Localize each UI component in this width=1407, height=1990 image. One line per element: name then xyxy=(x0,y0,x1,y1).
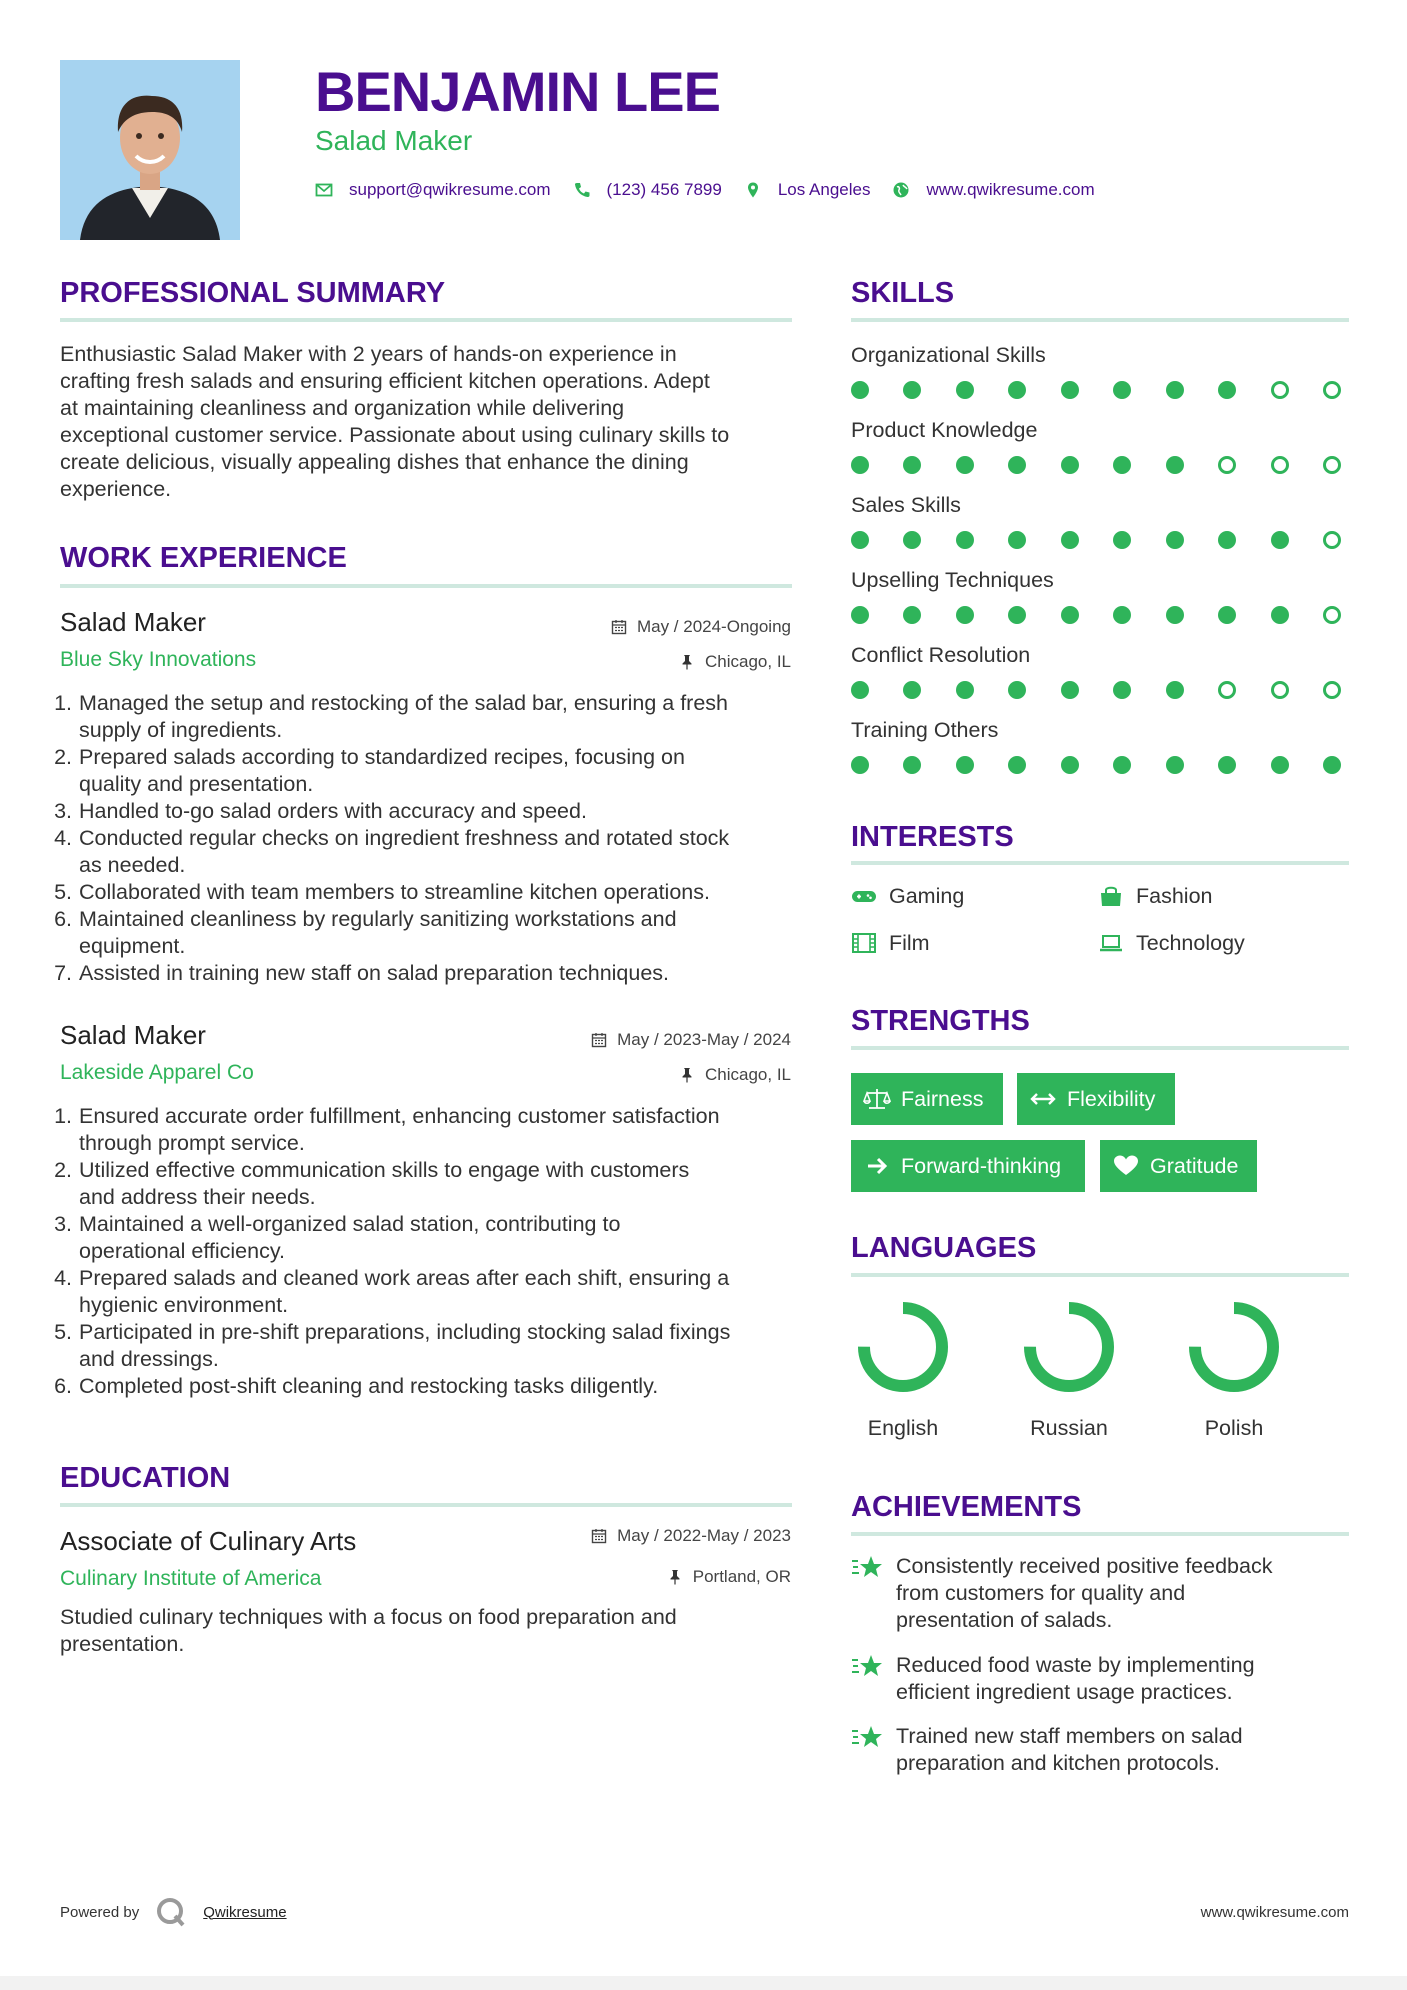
phone-icon xyxy=(573,181,591,199)
interest-technology: Technology xyxy=(1098,930,1245,956)
school-name: Culinary Institute of America xyxy=(60,1567,322,1590)
job-company: Lakeside Apparel Co xyxy=(60,1061,254,1084)
summary-line: at maintaining cleanliness and organization while delivering xyxy=(60,396,625,420)
experience-heading: WORK EXPERIENCE xyxy=(60,542,347,574)
rating-dot-filled xyxy=(903,381,921,399)
rating-dot-empty xyxy=(1323,381,1341,399)
rating-dot-filled xyxy=(1166,681,1184,699)
skills-heading: SKILLS xyxy=(851,277,955,309)
job-company: Blue Sky Innovations xyxy=(60,648,257,671)
rating-dot-filled xyxy=(1323,756,1341,774)
list-item: 3. Maintained a well-organized salad station, contributing to operational efficiency. xyxy=(78,1211,792,1265)
rating-dot-filled xyxy=(851,606,869,624)
rating-dot-filled xyxy=(1113,381,1131,399)
rating-dot-filled xyxy=(1008,606,1026,624)
summary-line: exceptional customer service. Passionate about using culinary skills to xyxy=(60,423,730,447)
rating-dot-filled xyxy=(1061,456,1079,474)
gamepad-icon xyxy=(851,885,877,907)
list-item: 6. Completed post-shift cleaning and restocking tasks diligently. xyxy=(78,1373,792,1400)
list-item: 5. Participated in pre-shift preparations, including stocking salad fixings and dressings. xyxy=(78,1319,792,1373)
languages-divider xyxy=(851,1273,1349,1277)
interest-fashion: Fashion xyxy=(1098,883,1213,909)
language-level-arc xyxy=(864,1308,942,1386)
website-text: www.qwikresume.com xyxy=(926,180,1095,199)
summary-line: experience. xyxy=(60,477,172,501)
calendar-icon xyxy=(611,619,627,635)
rating-dot-filled xyxy=(1271,756,1289,774)
pushpin-icon xyxy=(679,654,695,670)
strengths-divider xyxy=(851,1046,1349,1050)
education-location xyxy=(667,1566,791,1588)
language-level-ring xyxy=(1186,1299,1282,1395)
rating-dot-filled xyxy=(1008,456,1026,474)
envelope-icon xyxy=(315,181,333,199)
rating-dot-filled xyxy=(1061,381,1079,399)
contact-phone[interactable] xyxy=(573,180,722,200)
skill-rating xyxy=(851,756,1341,774)
achievement-item: Trained new staff members on salad preparation and kitchen protocols. xyxy=(851,1723,1243,1777)
job-bullets xyxy=(60,690,792,987)
powered-by-text: Powered by xyxy=(60,1903,140,1921)
email-text: support@qwikresume.com xyxy=(349,180,551,199)
contact-bar xyxy=(315,178,1117,202)
pushpin-icon xyxy=(679,1067,695,1083)
star-award-icon xyxy=(851,1723,885,1753)
education-line: Studied culinary techniques with a focus on food preparation and xyxy=(60,1605,677,1629)
arrows-horizontal-icon xyxy=(1029,1087,1057,1111)
language-item xyxy=(1009,1299,1129,1441)
rating-dot-filled xyxy=(1113,456,1131,474)
rating-dot-filled xyxy=(1166,381,1184,399)
skill-name: Product Knowledge xyxy=(851,418,1038,442)
pushpin-icon xyxy=(667,1569,683,1585)
strength-badge-gratitude: Gratitude xyxy=(1100,1140,1257,1192)
job-dates xyxy=(591,1029,791,1051)
qwikresume-link[interactable]: Qwikresume xyxy=(203,1903,287,1921)
rating-dot-empty xyxy=(1271,456,1289,474)
interest-gaming: Gaming xyxy=(851,883,964,909)
job-bullets xyxy=(60,1103,792,1400)
languages-heading: LANGUAGES xyxy=(851,1232,1037,1264)
language-item xyxy=(843,1299,963,1441)
rating-dot-filled xyxy=(851,381,869,399)
skills-divider xyxy=(851,318,1349,322)
rating-dot-empty xyxy=(1218,681,1236,699)
list-item: 4. Conducted regular checks on ingredient freshness and rotated stock as needed. xyxy=(78,825,792,879)
interests-divider xyxy=(851,861,1349,865)
rating-dot-filled xyxy=(1008,531,1026,549)
rating-dot-filled xyxy=(956,456,974,474)
rating-dot-filled xyxy=(903,456,921,474)
calendar-icon xyxy=(591,1528,607,1544)
skill-rating xyxy=(851,456,1341,474)
skill-rating xyxy=(851,606,1341,624)
qwikresume-logo-icon xyxy=(155,1896,187,1928)
education-heading: EDUCATION xyxy=(60,1462,231,1494)
rating-dot-filled xyxy=(1218,606,1236,624)
arrow-right-icon xyxy=(863,1154,891,1178)
rating-dot-filled xyxy=(903,531,921,549)
list-item: 7. Assisted in training new staff on salad preparation techniques. xyxy=(78,960,792,987)
language-item xyxy=(1174,1299,1294,1441)
language-level-ring xyxy=(1021,1299,1117,1395)
rating-dot-filled xyxy=(1218,381,1236,399)
job-dates-text: May / 2023-May / 2024 xyxy=(617,1030,791,1049)
rating-dot-filled xyxy=(1166,531,1184,549)
language-name: Russian xyxy=(1030,1416,1108,1440)
rating-dot-filled xyxy=(851,456,869,474)
skill-rating xyxy=(851,531,1341,549)
skill-name: Sales Skills xyxy=(851,493,961,517)
rating-dot-filled xyxy=(1113,606,1131,624)
skill-name: Conflict Resolution xyxy=(851,643,1031,667)
rating-dot-filled xyxy=(851,531,869,549)
job-title: Salad Maker xyxy=(60,1020,206,1050)
language-level-arc xyxy=(1195,1308,1273,1386)
degree-title: Associate of Culinary Arts xyxy=(60,1526,357,1556)
rating-dot-empty xyxy=(1323,681,1341,699)
calendar-icon xyxy=(591,1032,607,1048)
job-location xyxy=(679,1064,791,1086)
job-dates xyxy=(611,616,791,638)
rating-dot-filled xyxy=(1008,681,1026,699)
profile-photo xyxy=(60,60,240,240)
list-item: 2. Prepared salads according to standardized recipes, focusing on quality and presentation. xyxy=(78,744,792,798)
contact-website[interactable] xyxy=(892,180,1094,200)
star-award-icon xyxy=(851,1652,885,1682)
footer-website[interactable]: www.qwikresume.com xyxy=(1200,1904,1349,1921)
skill-rating xyxy=(851,381,1341,399)
candidate-name: BENJAMIN LEE xyxy=(315,60,720,123)
summary-line: create delicious, visually appealing dishes that enhance the dining xyxy=(60,450,689,474)
shopping-bag-icon xyxy=(1098,885,1124,907)
rating-dot-filled xyxy=(1113,756,1131,774)
rating-dot-filled xyxy=(1271,606,1289,624)
job-dates-text: May / 2024-Ongoing xyxy=(636,617,791,636)
rating-dot-filled xyxy=(851,756,869,774)
summary-line: crafting fresh salads and ensuring efficient kitchen operations. Adept xyxy=(60,369,710,393)
education-dates xyxy=(591,1525,791,1547)
rating-dot-filled xyxy=(956,606,974,624)
star-award-icon xyxy=(851,1553,885,1583)
skill-rating xyxy=(851,681,1341,699)
strengths-heading: STRENGTHS xyxy=(851,1005,1030,1037)
laptop-icon xyxy=(1098,932,1124,954)
job-location xyxy=(679,651,791,673)
language-name: Polish xyxy=(1204,1416,1264,1440)
education-location-text: Portland, OR xyxy=(692,1567,791,1586)
job-location-text: Chicago, IL xyxy=(705,652,791,671)
globe-icon xyxy=(892,181,910,199)
interests-heading: INTERESTS xyxy=(851,821,1014,853)
rating-dot-filled xyxy=(1061,531,1079,549)
rating-dot-empty xyxy=(1323,456,1341,474)
rating-dot-filled xyxy=(1166,606,1184,624)
contact-location xyxy=(744,180,871,200)
summary-line: Enthusiastic Salad Maker with 2 years of hands-on experience in xyxy=(60,342,677,366)
skill-name: Upselling Techniques xyxy=(851,568,1054,592)
rating-dot-filled xyxy=(903,606,921,624)
list-item: 6. Maintained cleanliness by regularly sanitizing workstations and equipment. xyxy=(78,906,792,960)
contact-email[interactable] xyxy=(315,180,551,200)
list-item: 1. Ensured accurate order fulfillment, enhancing customer satisfaction through prompt service. xyxy=(78,1103,792,1157)
phone-text: (123) 456 7899 xyxy=(606,180,722,199)
education-description xyxy=(60,1604,792,1658)
job-title: Salad Maker xyxy=(60,607,206,637)
summary-heading: PROFESSIONAL SUMMARY xyxy=(60,277,446,309)
rating-dot-filled xyxy=(1166,756,1184,774)
rating-dot-filled xyxy=(1008,756,1026,774)
rating-dot-empty xyxy=(1323,606,1341,624)
rating-dot-empty xyxy=(1218,456,1236,474)
achievements-heading: ACHIEVEMENTS xyxy=(851,1491,1082,1523)
strength-badge-forward-thinking: Forward-thinking xyxy=(851,1140,1085,1192)
skill-name: Organizational Skills xyxy=(851,343,1046,367)
skill-name: Training Others xyxy=(851,718,999,742)
summary-text xyxy=(60,341,792,503)
list-item: 5. Collaborated with team members to streamline kitchen operations. xyxy=(78,879,792,906)
candidate-title: Salad Maker xyxy=(315,125,473,156)
achievement-item: Consistently received positive feedback from customers for quality and presentation of salads. xyxy=(851,1553,1272,1634)
language-name: English xyxy=(867,1416,939,1440)
rating-dot-filled xyxy=(903,756,921,774)
rating-dot-filled xyxy=(903,681,921,699)
bottom-bar xyxy=(0,1976,1407,1990)
summary-divider xyxy=(60,318,792,322)
language-level-arc xyxy=(1030,1308,1108,1386)
rating-dot-filled xyxy=(956,381,974,399)
rating-dot-empty xyxy=(1271,681,1289,699)
rating-dot-filled xyxy=(956,681,974,699)
rating-dot-empty xyxy=(1271,381,1289,399)
rating-dot-filled xyxy=(1218,756,1236,774)
achievements-divider xyxy=(851,1532,1349,1536)
rating-dot-filled xyxy=(1113,531,1131,549)
strength-badge-flexibility: Flexibility xyxy=(1017,1073,1175,1125)
rating-dot-filled xyxy=(1271,531,1289,549)
balance-scale-icon xyxy=(863,1087,891,1111)
rating-dot-filled xyxy=(1218,531,1236,549)
map-marker-icon xyxy=(744,181,762,199)
achievement-item: Reduced food waste by implementing efficient ingredient usage practices. xyxy=(851,1652,1255,1706)
rating-dot-filled xyxy=(1166,456,1184,474)
rating-dot-filled xyxy=(1061,756,1079,774)
language-level-ring xyxy=(855,1299,951,1395)
interest-film: Film xyxy=(851,930,930,956)
rating-dot-filled xyxy=(956,531,974,549)
education-divider xyxy=(60,1503,792,1507)
rating-dot-filled xyxy=(1061,606,1079,624)
film-icon xyxy=(851,932,877,954)
rating-dot-filled xyxy=(1113,681,1131,699)
rating-dot-empty xyxy=(1323,531,1341,549)
job-location-text: Chicago, IL xyxy=(705,1065,791,1084)
education-dates-text: May / 2022-May / 2023 xyxy=(617,1526,791,1545)
list-item: 1. Managed the setup and restocking of the salad bar, ensuring a fresh supply of ingredients. xyxy=(78,690,792,744)
experience-divider xyxy=(60,584,792,588)
heart-icon xyxy=(1112,1154,1140,1178)
list-item: 2. Utilized effective communication skills to engage with customers and address their needs. xyxy=(78,1157,792,1211)
rating-dot-filled xyxy=(1008,381,1026,399)
location-text: Los Angeles xyxy=(777,180,871,199)
rating-dot-filled xyxy=(1061,681,1079,699)
rating-dot-filled xyxy=(851,681,869,699)
strength-badge-fairness: Fairness xyxy=(851,1073,1003,1125)
list-item: 3. Handled to-go salad orders with accuracy and speed. xyxy=(78,798,792,825)
education-line: presentation. xyxy=(60,1632,185,1656)
rating-dot-filled xyxy=(956,756,974,774)
footer-powered-by xyxy=(60,1896,287,1928)
list-item: 4. Prepared salads and cleaned work areas after each shift, ensuring a hygienic environment. xyxy=(78,1265,792,1319)
